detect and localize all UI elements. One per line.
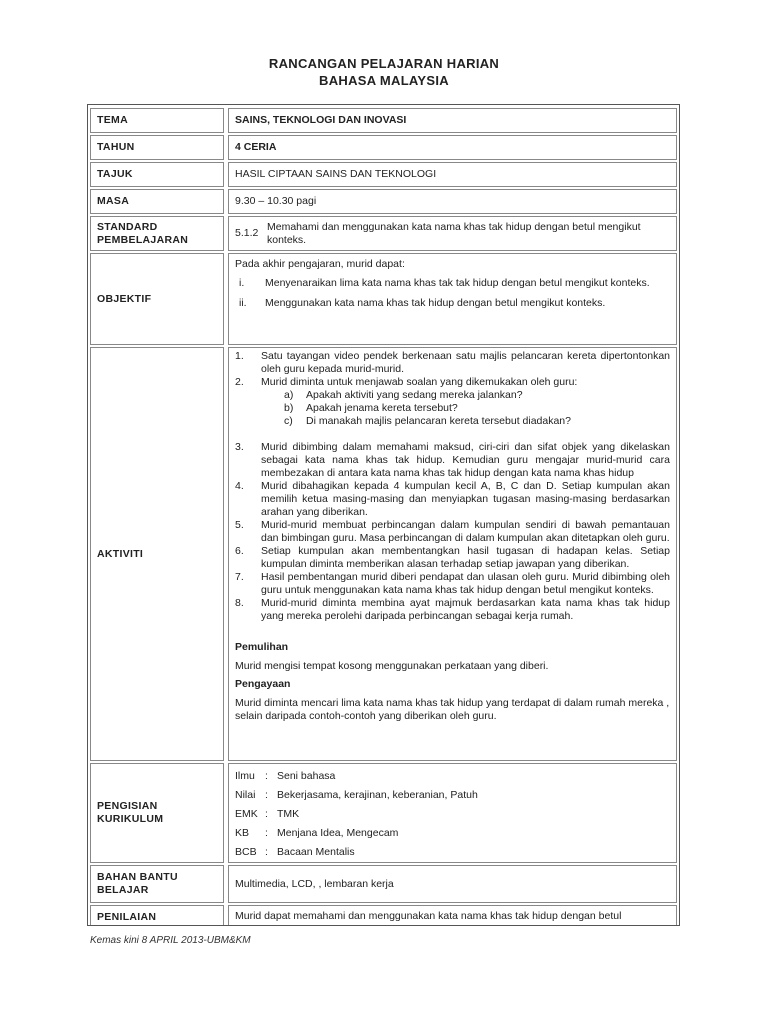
document-subtitle: BAHASA MALAYSIA <box>319 73 449 88</box>
footer-note: Kemas kini 8 APRIL 2013-UBM&KM <box>90 935 251 946</box>
label-masa: MASA <box>90 189 224 214</box>
value-objektif <box>228 253 677 345</box>
row-aktiviti <box>90 347 677 761</box>
row-pengisian <box>90 763 677 863</box>
question-item: a) Apakah aktiviti yang sedang mereka jalankan? <box>284 389 523 401</box>
row-masa <box>90 189 677 214</box>
activity-step: 1. Satu tayangan video pendek berkenaan satu majlis pelancaran kereta dipertontonkan oleh guru kepada murid-murid. <box>235 350 670 375</box>
pengayaan-heading: Pengayaan <box>235 678 291 690</box>
label-bahan: BAHAN BANTU BELAJAR <box>90 865 224 903</box>
value-tema: SAINS, TEKNOLOGI DAN INOVASI <box>228 108 677 133</box>
row-bahan <box>90 865 677 903</box>
label-standard <box>90 216 224 251</box>
activity-step: 4. Murid dibahagikan kepada 4 kumpulan kecil A, B, C dan D. Setiap kumpulan akan memilih ketua masing-masing dan menyiapkan tugasan masing-masing berdasarkan arahan yang diberikan. <box>235 480 670 518</box>
row-standard <box>90 216 677 251</box>
activity-step: 5. Murid-murid membuat perbincangan dalam kumpulan sendiri di bawah pemantauan dan bimbingan guru. Masa perbincangan di dalam kumpulan akan ditetapkan oleh guru. <box>235 519 670 544</box>
value-aktiviti <box>228 347 677 761</box>
label-objektif: OBJEKTIF <box>90 253 224 345</box>
standard-code: 5.1.2 <box>235 226 259 239</box>
objektif-item: ii. Menggunakan kata nama khas tak hidup dengan betul mengikut konteks. <box>239 297 606 309</box>
pemulihan-heading: Pemulihan <box>235 641 289 653</box>
kurikulum-item: Ilmu : Seni bahasa <box>235 770 336 782</box>
value-tahun: 4 CERIA <box>228 135 677 160</box>
activity-step: 6. Setiap kumpulan akan membentangkan hasil tugasan di hadapan kelas. Setiap kumpulan diminta memberikan alasan terhadap setiap jawapan yang diberikan. <box>235 545 670 570</box>
lesson-plan-table <box>87 104 680 926</box>
label-tajuk: TAJUK <box>90 162 224 187</box>
row-tahun <box>90 135 677 160</box>
row-tajuk <box>90 162 677 187</box>
objektif-item: i. Menyenaraikan lima kata nama khas tak tak hidup dengan betul mengikut konteks. <box>239 277 650 289</box>
activity-step: 8. Murid-murid diminta membina ayat majmuk berdasarkan kata nama khas tak hidup yang mereka perolehi daripada perbincangan sebagai kerja rumah. <box>235 597 670 622</box>
row-tema <box>90 108 677 133</box>
value-tajuk: HASIL CIPTAAN SAINS DAN TEKNOLOGI <box>228 162 677 187</box>
value-penilaian: Murid dapat memahami dan menggunakan kata nama khas tak hidup dengan betul <box>228 905 677 926</box>
label-tahun: TAHUN <box>90 135 224 160</box>
label-pengisian: PENGISIAN KURIKULUM <box>90 763 224 863</box>
standard-item <box>235 221 670 247</box>
label-standard-line1: STANDARD <box>97 220 158 233</box>
activity-step: 2. Murid diminta untuk menjawab soalan yang dikemukakan oleh guru: <box>235 376 578 388</box>
pemulihan-text: Murid mengisi tempat kosong menggunakan perkataan yang diberi. <box>235 660 549 672</box>
row-penilaian <box>90 905 677 926</box>
label-standard-line2: PEMBELAJARAN <box>97 233 189 246</box>
label-penilaian: PENILAIAN <box>90 905 224 926</box>
document-title: RANCANGAN PELAJARAN HARIAN <box>268 56 500 71</box>
standard-text: Memahami dan menggunakan kata nama khas tak hidup dengan betul mengikut konteks. <box>267 220 641 246</box>
row-objektif <box>90 253 677 345</box>
objektif-intro: Pada akhir pengajaran, murid dapat: <box>235 258 405 270</box>
value-bahan: Multimedia, LCD, , lembaran kerja <box>228 865 677 903</box>
kurikulum-item: KB : Menjana Idea, Mengecam <box>235 827 399 839</box>
kurikulum-item: Nilai : Bekerjasama, kerajinan, keberanian, Patuh <box>235 789 478 801</box>
kurikulum-item: BCB : Bacaan Mentalis <box>235 846 355 858</box>
value-pengisian <box>228 763 677 863</box>
question-item: c) Di manakah majlis pelancaran kereta tersebut diadakan? <box>284 415 571 427</box>
label-aktiviti: AKTIVITI <box>90 347 224 761</box>
value-masa: 9.30 – 10.30 pagi <box>228 189 677 214</box>
kurikulum-item: EMK : TMK <box>235 808 300 820</box>
activity-step: 7. Hasil pembentangan murid diberi pendapat dan ulasan oleh guru. Murid dibimbing oleh guru untuk menggunakan kata nama khas tak hidup dengan betul mengikut konteks. <box>235 571 670 596</box>
activity-step: 3. Murid dibimbing dalam memahami maksud, ciri-ciri dan sifat objek yang dikelaskan sebagai kata nama khas tak hidup. Kemudian guru mengajar murid-murid cara membezakan di antara kata nama khas tak hidup dengan kata nama khas hidup <box>235 441 670 479</box>
question-item: b) Apakah jenama kereta tersebut? <box>284 402 458 414</box>
pengayaan-text: Murid diminta mencari lima kata nama khas tak hidup yang terdapat di dalam rumah mereka , selain daripada contoh-contoh yang diberikan oleh guru. <box>235 697 670 722</box>
value-standard <box>228 216 677 251</box>
label-tema: TEMA <box>90 108 224 133</box>
